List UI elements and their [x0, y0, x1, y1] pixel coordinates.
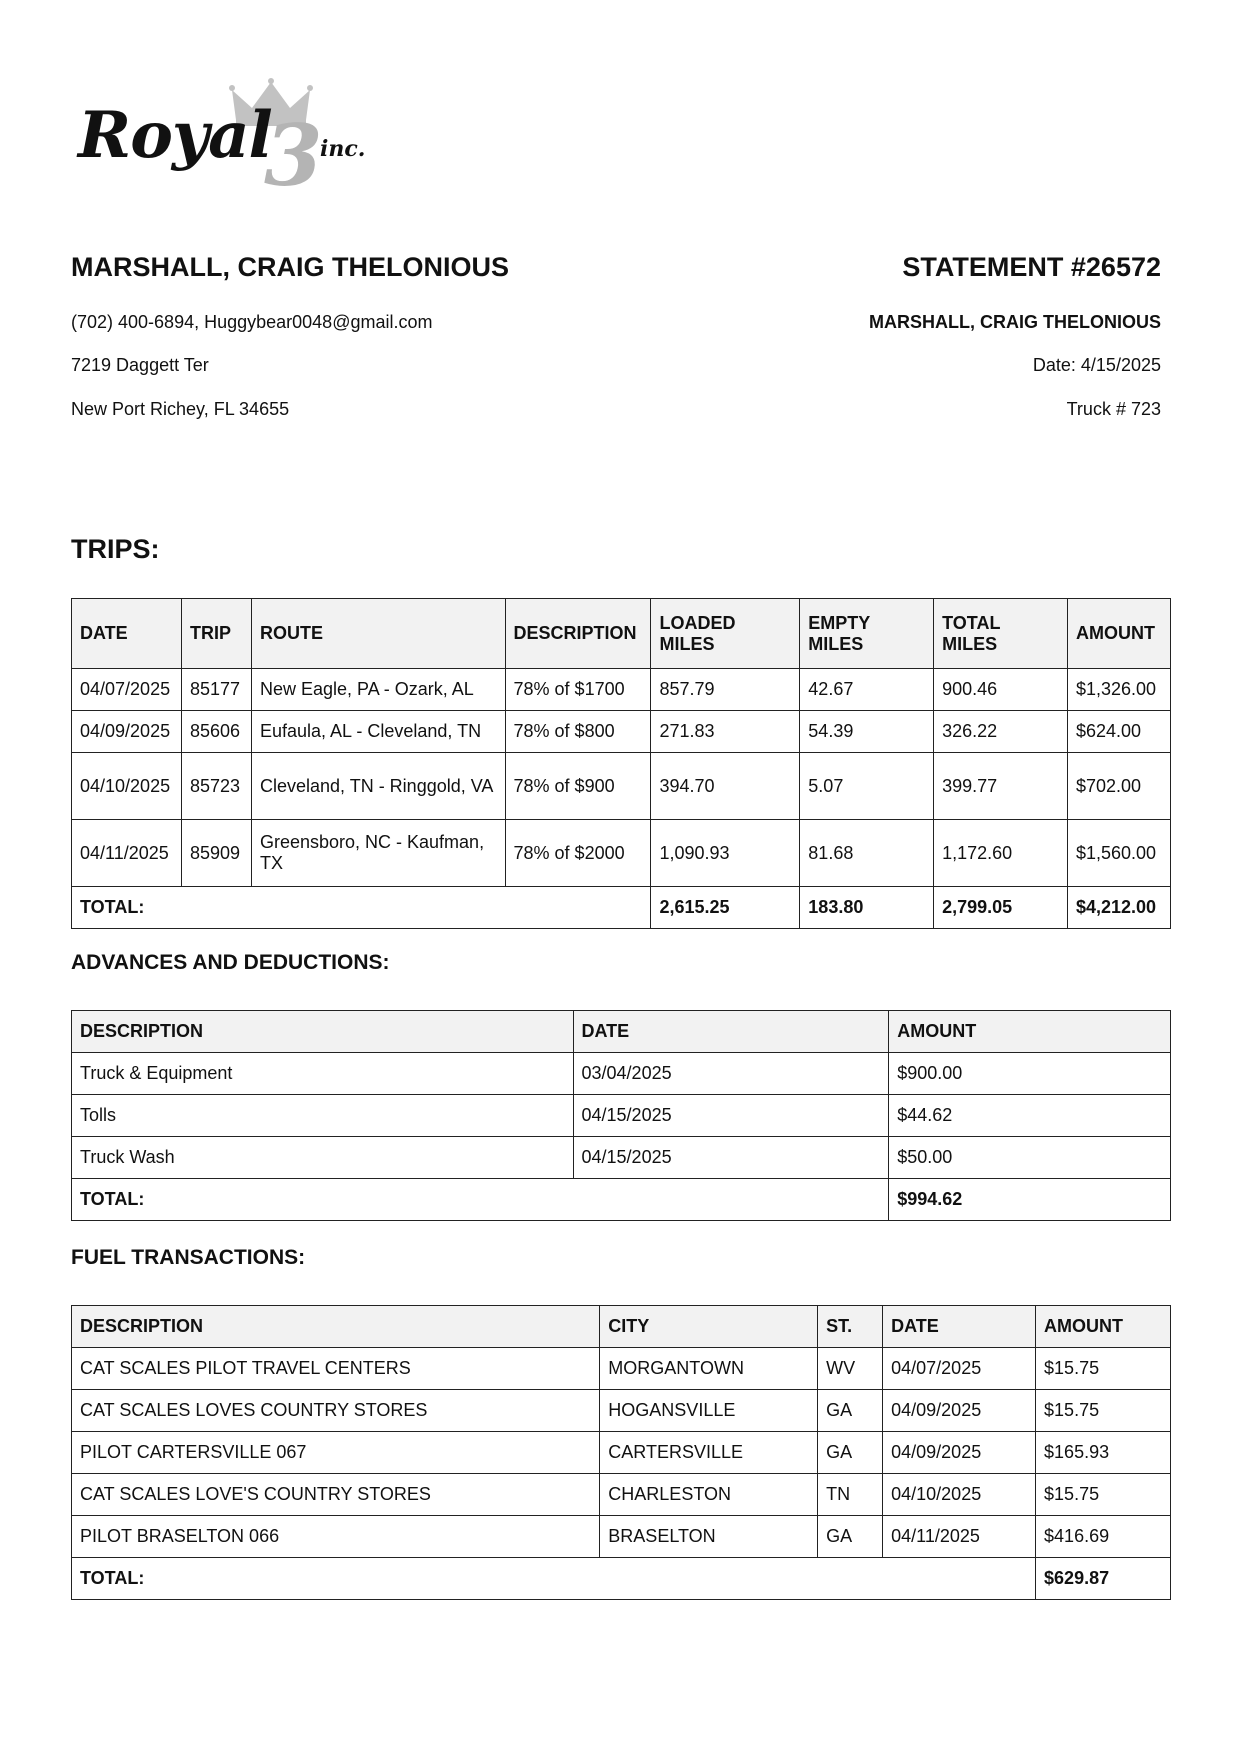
- logo-wordmark: Royal: [78, 98, 272, 173]
- trip-loaded-miles: 394.70: [651, 753, 800, 820]
- deductions-title: ADVANCES AND DEDUCTIONS:: [71, 951, 390, 974]
- fuel-amount: $15.75: [1036, 1390, 1171, 1432]
- driver-address-line1: 7219 Daggett Ter: [71, 355, 209, 375]
- trip-loaded-miles: 857.79: [651, 669, 800, 711]
- company-logo: [78, 78, 378, 205]
- driver-address-line2: New Port Richey, FL 34655: [71, 399, 290, 419]
- fuel-state: GA: [818, 1516, 883, 1558]
- trip-total-miles: 900.46: [934, 669, 1068, 711]
- driver-name: MARSHALL, CRAIG THELONIOUS: [71, 252, 509, 282]
- trip-empty-miles: 5.07: [800, 753, 934, 820]
- trip-loaded-miles: 1,090.93: [651, 820, 800, 887]
- deductions-header-date: DATE: [573, 1011, 889, 1053]
- trips-total-loaded: 2,615.25: [651, 887, 800, 929]
- trip-total-miles: 1,172.60: [934, 820, 1068, 887]
- trip-amount: $1,326.00: [1067, 669, 1170, 711]
- fuel-header-amount: AMOUNT: [1036, 1306, 1171, 1348]
- trip-amount: $702.00: [1067, 753, 1170, 820]
- fuel-amount: $416.69: [1036, 1516, 1171, 1558]
- trip-date: 04/07/2025: [72, 669, 182, 711]
- fuel-city: BRASELTON: [600, 1516, 818, 1558]
- trips-header-trip: TRIP: [181, 599, 251, 669]
- trip-number: 85723: [181, 753, 251, 820]
- deductions-header-row: [72, 1011, 1171, 1053]
- deduction-amount: $50.00: [889, 1137, 1171, 1179]
- deduction-date: 04/15/2025: [573, 1095, 889, 1137]
- deduction-row: [72, 1095, 1171, 1137]
- fuel-amount: $15.75: [1036, 1474, 1171, 1516]
- trip-loaded-miles: 271.83: [651, 711, 800, 753]
- fuel-state: GA: [818, 1390, 883, 1432]
- trip-date: 04/10/2025: [72, 753, 182, 820]
- statement-title: STATEMENT #26572: [902, 252, 1161, 282]
- deductions-total-amount: $994.62: [889, 1179, 1171, 1221]
- trip-empty-miles: 81.68: [800, 820, 934, 887]
- trip-row: [72, 669, 1171, 711]
- fuel-header-description: DESCRIPTION: [72, 1306, 600, 1348]
- trips-header-row: [72, 599, 1171, 669]
- fuel-date: 04/11/2025: [883, 1516, 1036, 1558]
- trips-header-total-miles: TOTAL MILES: [934, 599, 1068, 669]
- fuel-total-label: TOTAL:: [72, 1558, 1036, 1600]
- fuel-date: 04/07/2025: [883, 1348, 1036, 1390]
- fuel-city: CHARLESTON: [600, 1474, 818, 1516]
- trips-table: [71, 598, 1171, 929]
- fuel-city: HOGANSVILLE: [600, 1390, 818, 1432]
- fuel-table: [71, 1305, 1171, 1600]
- fuel-header-state: ST.: [818, 1306, 883, 1348]
- fuel-total-amount: $629.87: [1036, 1558, 1171, 1600]
- trips-header-route: ROUTE: [251, 599, 505, 669]
- fuel-state: GA: [818, 1432, 883, 1474]
- trip-route: Eufaula, AL - Cleveland, TN: [251, 711, 505, 753]
- trips-total-amount: $4,212.00: [1067, 887, 1170, 929]
- fuel-row: [72, 1474, 1171, 1516]
- trip-total-miles: 326.22: [934, 711, 1068, 753]
- trip-route: Cleveland, TN - Ringgold, VA: [251, 753, 505, 820]
- fuel-city: MORGANTOWN: [600, 1348, 818, 1390]
- deduction-date: 04/15/2025: [573, 1137, 889, 1179]
- deduction-date: 03/04/2025: [573, 1053, 889, 1095]
- trip-date: 04/09/2025: [72, 711, 182, 753]
- trip-description: 78% of $800: [505, 711, 651, 753]
- fuel-row: [72, 1348, 1171, 1390]
- fuel-row: [72, 1432, 1171, 1474]
- fuel-header-date: DATE: [883, 1306, 1036, 1348]
- trip-total-miles: 399.77: [934, 753, 1068, 820]
- trip-amount: $624.00: [1067, 711, 1170, 753]
- fuel-date: 04/09/2025: [883, 1432, 1036, 1474]
- trips-header-loaded-miles: LOADED MILES: [651, 599, 800, 669]
- trips-total-row: [72, 887, 1171, 929]
- logo-numeral: 3: [264, 106, 323, 205]
- deductions-header-description: DESCRIPTION: [72, 1011, 574, 1053]
- trip-route: Greensboro, NC - Kaufman, TX: [251, 820, 505, 887]
- logo-suffix: inc.: [320, 136, 366, 162]
- truck-number: Truck # 723: [1066, 399, 1161, 419]
- trip-empty-miles: 54.39: [800, 711, 934, 753]
- trip-amount: $1,560.00: [1067, 820, 1170, 887]
- fuel-row: [72, 1390, 1171, 1432]
- deduction-description: Truck & Equipment: [72, 1053, 574, 1095]
- trip-number: 85606: [181, 711, 251, 753]
- trips-header-date: DATE: [72, 599, 182, 669]
- deductions-header-amount: AMOUNT: [889, 1011, 1171, 1053]
- trips-total-empty: 183.80: [800, 887, 934, 929]
- trip-description: 78% of $900: [505, 753, 651, 820]
- fuel-header-city: CITY: [600, 1306, 818, 1348]
- statement-driver-name: MARSHALL, CRAIG THELONIOUS: [869, 312, 1161, 332]
- trip-row: [72, 711, 1171, 753]
- fuel-header-row: [72, 1306, 1171, 1348]
- trip-description: 78% of $1700: [505, 669, 651, 711]
- fuel-description: PILOT BRASELTON 066: [72, 1516, 600, 1558]
- trip-row: [72, 820, 1171, 887]
- deductions-table: [71, 1010, 1171, 1221]
- trips-title: TRIPS:: [71, 534, 160, 564]
- fuel-state: TN: [818, 1474, 883, 1516]
- driver-contact: (702) 400-6894, Huggybear0048@gmail.com: [71, 312, 433, 332]
- deduction-amount: $900.00: [889, 1053, 1171, 1095]
- trip-row: [72, 753, 1171, 820]
- deduction-description: Tolls: [72, 1095, 574, 1137]
- trips-header-amount: AMOUNT: [1067, 599, 1170, 669]
- deduction-description: Truck Wash: [72, 1137, 574, 1179]
- trip-number: 85909: [181, 820, 251, 887]
- trips-total-miles: 2,799.05: [934, 887, 1068, 929]
- fuel-description: CAT SCALES LOVES COUNTRY STORES: [72, 1390, 600, 1432]
- fuel-description: PILOT CARTERSVILLE 067: [72, 1432, 600, 1474]
- deduction-amount: $44.62: [889, 1095, 1171, 1137]
- fuel-amount: $165.93: [1036, 1432, 1171, 1474]
- fuel-title: FUEL TRANSACTIONS:: [71, 1246, 306, 1269]
- trips-header-empty-miles: EMPTY MILES: [800, 599, 934, 669]
- fuel-amount: $15.75: [1036, 1348, 1171, 1390]
- fuel-city: CARTERSVILLE: [600, 1432, 818, 1474]
- trip-description: 78% of $2000: [505, 820, 651, 887]
- deductions-total-label: TOTAL:: [72, 1179, 889, 1221]
- trip-number: 85177: [181, 669, 251, 711]
- fuel-date: 04/10/2025: [883, 1474, 1036, 1516]
- trips-total-label: TOTAL:: [72, 887, 651, 929]
- deduction-row: [72, 1137, 1171, 1179]
- fuel-row: [72, 1516, 1171, 1558]
- trip-date: 04/11/2025: [72, 820, 182, 887]
- fuel-total-row: [72, 1558, 1171, 1600]
- fuel-state: WV: [818, 1348, 883, 1390]
- fuel-description: CAT SCALES PILOT TRAVEL CENTERS: [72, 1348, 600, 1390]
- deductions-total-row: [72, 1179, 1171, 1221]
- trips-header-description: DESCRIPTION: [505, 599, 651, 669]
- deduction-row: [72, 1053, 1171, 1095]
- trip-route: New Eagle, PA - Ozark, AL: [251, 669, 505, 711]
- statement-date: Date: 4/15/2025: [1032, 355, 1161, 375]
- trip-empty-miles: 42.67: [800, 669, 934, 711]
- fuel-date: 04/09/2025: [883, 1390, 1036, 1432]
- fuel-description: CAT SCALES LOVE'S COUNTRY STORES: [72, 1474, 600, 1516]
